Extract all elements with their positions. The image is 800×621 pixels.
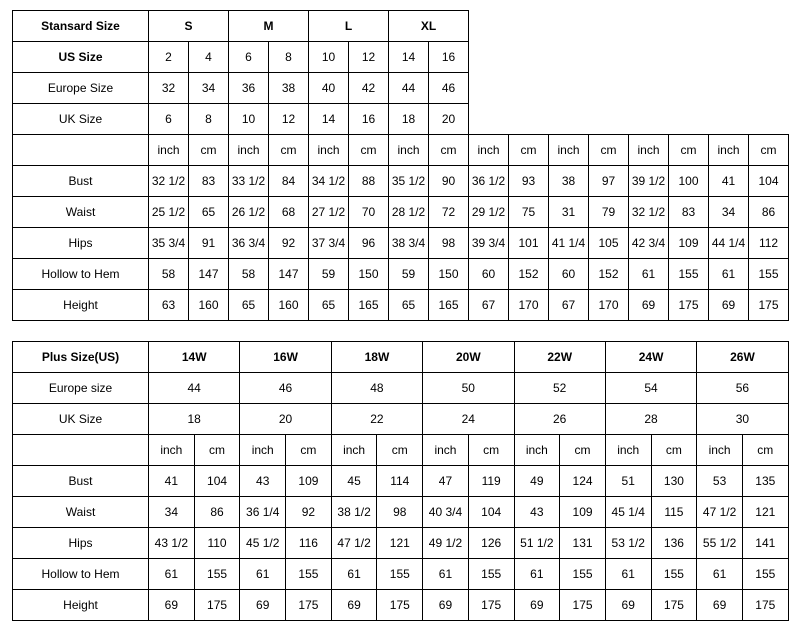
cell: 83: [669, 197, 709, 228]
cell: 8: [189, 104, 229, 135]
cell: 155: [742, 559, 788, 590]
cell: 45 1/4: [605, 497, 651, 528]
group-header: S: [149, 11, 229, 42]
cell: 61: [697, 559, 743, 590]
cell: 29 1/2: [469, 197, 509, 228]
cell: 100: [669, 166, 709, 197]
cell: 165: [349, 290, 389, 321]
cell: 68: [269, 197, 309, 228]
cell: 175: [669, 290, 709, 321]
cell: 79: [589, 197, 629, 228]
cell: 12: [269, 104, 309, 135]
cell: 32: [149, 73, 189, 104]
cell: 39 1/2: [629, 166, 669, 197]
cell: 22: [331, 404, 422, 435]
cell: 61: [709, 259, 749, 290]
cell: 130: [651, 466, 697, 497]
unit-cell: inch: [229, 135, 269, 166]
cell: 91: [189, 228, 229, 259]
cell: 115: [651, 497, 697, 528]
cell: 141: [742, 528, 788, 559]
cell: 4: [189, 42, 229, 73]
cell: 69: [240, 590, 286, 621]
cell: 16: [429, 42, 469, 73]
cell: 160: [189, 290, 229, 321]
cell: 109: [669, 228, 709, 259]
cell: 86: [749, 197, 789, 228]
row-label: Europe Size: [13, 73, 149, 104]
cell: 72: [429, 197, 469, 228]
cell: 104: [468, 497, 514, 528]
unit-cell: cm: [669, 135, 709, 166]
empty-cell: [13, 135, 149, 166]
table-row: [13, 228, 789, 259]
unit-cell: inch: [423, 435, 469, 466]
cell: 175: [377, 590, 423, 621]
cell: 121: [742, 497, 788, 528]
cell: 155: [194, 559, 240, 590]
cell: 69: [605, 590, 651, 621]
cell: 52: [514, 373, 605, 404]
row-label: Bust: [13, 466, 149, 497]
cell: 69: [331, 590, 377, 621]
cell: 38 1/2: [331, 497, 377, 528]
cell: 40: [309, 73, 349, 104]
table-row: [13, 590, 789, 621]
cell: 92: [286, 497, 332, 528]
row-label: Waist: [13, 197, 149, 228]
group-header: L: [309, 11, 389, 42]
unit-cell: cm: [749, 135, 789, 166]
cell: 69: [709, 290, 749, 321]
cell: 88: [349, 166, 389, 197]
cell: 46: [240, 373, 331, 404]
cell: 136: [651, 528, 697, 559]
cell: 36 3/4: [229, 228, 269, 259]
cell: 59: [389, 259, 429, 290]
cell: 147: [269, 259, 309, 290]
row-label: Bust: [13, 166, 149, 197]
table-row: [13, 497, 789, 528]
cell: 32 1/2: [629, 197, 669, 228]
cell: 38: [269, 73, 309, 104]
cell: 60: [549, 259, 589, 290]
table-header-row: [13, 342, 789, 373]
cell: 35 3/4: [149, 228, 189, 259]
row-label-header: Plus Size(US): [13, 342, 149, 373]
cell: 43 1/2: [149, 528, 195, 559]
unit-cell: inch: [149, 435, 195, 466]
cell: 16: [349, 104, 389, 135]
cell: 150: [429, 259, 469, 290]
unit-cell: inch: [149, 135, 189, 166]
row-label: UK Size: [13, 404, 149, 435]
cell: 67: [549, 290, 589, 321]
cell: 116: [286, 528, 332, 559]
group-header: M: [229, 11, 309, 42]
cell: 69: [149, 590, 195, 621]
cell: 61: [149, 559, 195, 590]
cell: 86: [194, 497, 240, 528]
cell: 36: [229, 73, 269, 104]
cell: 25 1/2: [149, 197, 189, 228]
row-label-header: Stansard Size: [13, 11, 149, 42]
cell: 175: [468, 590, 514, 621]
unit-cell: inch: [469, 135, 509, 166]
table-row: [13, 259, 789, 290]
table-row: [13, 104, 789, 135]
cell: 53 1/2: [605, 528, 651, 559]
cell: 61: [514, 559, 560, 590]
empty-cell: [13, 435, 149, 466]
cell: 47 1/2: [331, 528, 377, 559]
cell: 34: [189, 73, 229, 104]
cell: 109: [560, 497, 606, 528]
cell: 63: [149, 290, 189, 321]
unit-cell: cm: [742, 435, 788, 466]
cell: 61: [629, 259, 669, 290]
cell: 51: [605, 466, 651, 497]
unit-cell: inch: [240, 435, 286, 466]
table-row: [13, 290, 789, 321]
cell: 14: [389, 42, 429, 73]
cell: 27 1/2: [309, 197, 349, 228]
row-label: Height: [13, 290, 149, 321]
cell: 49: [514, 466, 560, 497]
cell: 34: [709, 197, 749, 228]
table-row: [13, 73, 789, 104]
cell: 31: [549, 197, 589, 228]
row-label: Hips: [13, 228, 149, 259]
cell: 105: [589, 228, 629, 259]
cell: 28: [605, 404, 696, 435]
cell: 18: [149, 404, 240, 435]
cell: 44 1/4: [709, 228, 749, 259]
cell: 32 1/2: [149, 166, 189, 197]
cell: 96: [349, 228, 389, 259]
standard-size-table: [12, 10, 789, 321]
group-header: 14W: [149, 342, 240, 373]
cell: 12: [349, 42, 389, 73]
cell: 67: [469, 290, 509, 321]
cell: 14: [309, 104, 349, 135]
group-header: XL: [389, 11, 469, 42]
cell: 65: [309, 290, 349, 321]
unit-cell: inch: [629, 135, 669, 166]
cell: 36 1/4: [240, 497, 286, 528]
cell: 90: [429, 166, 469, 197]
cell: 104: [194, 466, 240, 497]
cell: 10: [229, 104, 269, 135]
cell: 61: [331, 559, 377, 590]
cell: 54: [605, 373, 696, 404]
cell: 20: [429, 104, 469, 135]
cell: 150: [349, 259, 389, 290]
cell: 26: [514, 404, 605, 435]
table-row: [13, 42, 789, 73]
unit-cell: cm: [286, 435, 332, 466]
cell: 155: [560, 559, 606, 590]
cell: 147: [189, 259, 229, 290]
cell: 124: [560, 466, 606, 497]
cell: 61: [605, 559, 651, 590]
row-label: UK Size: [13, 104, 149, 135]
cell: 69: [629, 290, 669, 321]
unit-cell: inch: [389, 135, 429, 166]
row-label: US Size: [13, 42, 149, 73]
group-header: 22W: [514, 342, 605, 373]
cell: 44: [149, 373, 240, 404]
cell: 109: [286, 466, 332, 497]
cell: 45: [331, 466, 377, 497]
table-row: [13, 528, 789, 559]
group-header: 18W: [331, 342, 422, 373]
cell: 126: [468, 528, 514, 559]
cell: 6: [229, 42, 269, 73]
cell: 70: [349, 197, 389, 228]
group-header: 20W: [423, 342, 514, 373]
cell: 41: [709, 166, 749, 197]
cell: 35 1/2: [389, 166, 429, 197]
cell: 69: [697, 590, 743, 621]
cell: 56: [697, 373, 788, 404]
row-label: Hollow to Hem: [13, 259, 149, 290]
cell: 155: [377, 559, 423, 590]
cell: 26 1/2: [229, 197, 269, 228]
cell: 42: [349, 73, 389, 104]
cell: 93: [509, 166, 549, 197]
cell: 155: [286, 559, 332, 590]
group-header: 24W: [605, 342, 696, 373]
unit-cell: cm: [651, 435, 697, 466]
cell: 98: [377, 497, 423, 528]
unit-cell: cm: [269, 135, 309, 166]
cell: 110: [194, 528, 240, 559]
cell: 55 1/2: [697, 528, 743, 559]
cell: 51 1/2: [514, 528, 560, 559]
cell: 10: [309, 42, 349, 73]
cell: 33 1/2: [229, 166, 269, 197]
cell: 119: [468, 466, 514, 497]
cell: 34 1/2: [309, 166, 349, 197]
unit-cell: cm: [468, 435, 514, 466]
cell: 131: [560, 528, 606, 559]
cell: 97: [589, 166, 629, 197]
cell: 175: [560, 590, 606, 621]
cell: 58: [229, 259, 269, 290]
cell: 41 1/4: [549, 228, 589, 259]
cell: 175: [194, 590, 240, 621]
cell: 58: [149, 259, 189, 290]
unit-cell: inch: [514, 435, 560, 466]
cell: 69: [514, 590, 560, 621]
cell: 155: [468, 559, 514, 590]
cell: 65: [189, 197, 229, 228]
cell: 75: [509, 197, 549, 228]
table-row: [13, 466, 789, 497]
cell: 2: [149, 42, 189, 73]
cell: 45 1/2: [240, 528, 286, 559]
unit-cell: cm: [560, 435, 606, 466]
cell: 44: [389, 73, 429, 104]
unit-cell: cm: [189, 135, 229, 166]
cell: 40 3/4: [423, 497, 469, 528]
cell: 24: [423, 404, 514, 435]
unit-cell: inch: [697, 435, 743, 466]
cell: 53: [697, 466, 743, 497]
cell: 36 1/2: [469, 166, 509, 197]
table-header-row: [13, 11, 789, 42]
cell: 50: [423, 373, 514, 404]
table-row: [13, 197, 789, 228]
cell: 175: [286, 590, 332, 621]
cell: 175: [742, 590, 788, 621]
cell: 65: [389, 290, 429, 321]
cell: 61: [240, 559, 286, 590]
table-row: [13, 404, 789, 435]
cell: 18: [389, 104, 429, 135]
plus-size-table: [12, 341, 789, 621]
group-header: 16W: [240, 342, 331, 373]
cell: 69: [423, 590, 469, 621]
unit-cell: cm: [589, 135, 629, 166]
unit-cell: inch: [331, 435, 377, 466]
cell: 170: [589, 290, 629, 321]
cell: 37 3/4: [309, 228, 349, 259]
cell: 165: [429, 290, 469, 321]
cell: 30: [697, 404, 788, 435]
row-label: Hollow to Hem: [13, 559, 149, 590]
cell: 59: [309, 259, 349, 290]
cell: 34: [149, 497, 195, 528]
cell: 170: [509, 290, 549, 321]
cell: 47 1/2: [697, 497, 743, 528]
row-label: Waist: [13, 497, 149, 528]
cell: 175: [651, 590, 697, 621]
cell: 43: [240, 466, 286, 497]
unit-cell: cm: [509, 135, 549, 166]
cell: 6: [149, 104, 189, 135]
unit-cell: cm: [194, 435, 240, 466]
cell: 38: [549, 166, 589, 197]
cell: 65: [229, 290, 269, 321]
cell: 83: [189, 166, 229, 197]
cell: 135: [742, 466, 788, 497]
cell: 152: [589, 259, 629, 290]
unit-cell: cm: [377, 435, 423, 466]
group-header: 26W: [697, 342, 788, 373]
row-label: Height: [13, 590, 149, 621]
cell: 61: [423, 559, 469, 590]
cell: 101: [509, 228, 549, 259]
cell: 112: [749, 228, 789, 259]
cell: 41: [149, 466, 195, 497]
cell: 8: [269, 42, 309, 73]
cell: 49 1/2: [423, 528, 469, 559]
cell: 155: [749, 259, 789, 290]
cell: 20: [240, 404, 331, 435]
cell: 84: [269, 166, 309, 197]
cell: 39 3/4: [469, 228, 509, 259]
cell: 28 1/2: [389, 197, 429, 228]
cell: 175: [749, 290, 789, 321]
unit-cell: inch: [309, 135, 349, 166]
unit-row: [13, 135, 789, 166]
cell: 48: [331, 373, 422, 404]
cell: 152: [509, 259, 549, 290]
cell: 155: [651, 559, 697, 590]
cell: 60: [469, 259, 509, 290]
table-row: [13, 373, 789, 404]
unit-cell: cm: [429, 135, 469, 166]
unit-row: [13, 435, 789, 466]
row-label: Hips: [13, 528, 149, 559]
cell: 114: [377, 466, 423, 497]
cell: 47: [423, 466, 469, 497]
unit-cell: cm: [349, 135, 389, 166]
table-row: [13, 559, 789, 590]
row-label: Europe size: [13, 373, 149, 404]
cell: 92: [269, 228, 309, 259]
cell: 43: [514, 497, 560, 528]
cell: 155: [669, 259, 709, 290]
cell: 46: [429, 73, 469, 104]
cell: 121: [377, 528, 423, 559]
cell: 42 3/4: [629, 228, 669, 259]
cell: 98: [429, 228, 469, 259]
cell: 38 3/4: [389, 228, 429, 259]
unit-cell: inch: [709, 135, 749, 166]
cell: 104: [749, 166, 789, 197]
unit-cell: inch: [605, 435, 651, 466]
unit-cell: inch: [549, 135, 589, 166]
table-row: [13, 166, 789, 197]
cell: 160: [269, 290, 309, 321]
